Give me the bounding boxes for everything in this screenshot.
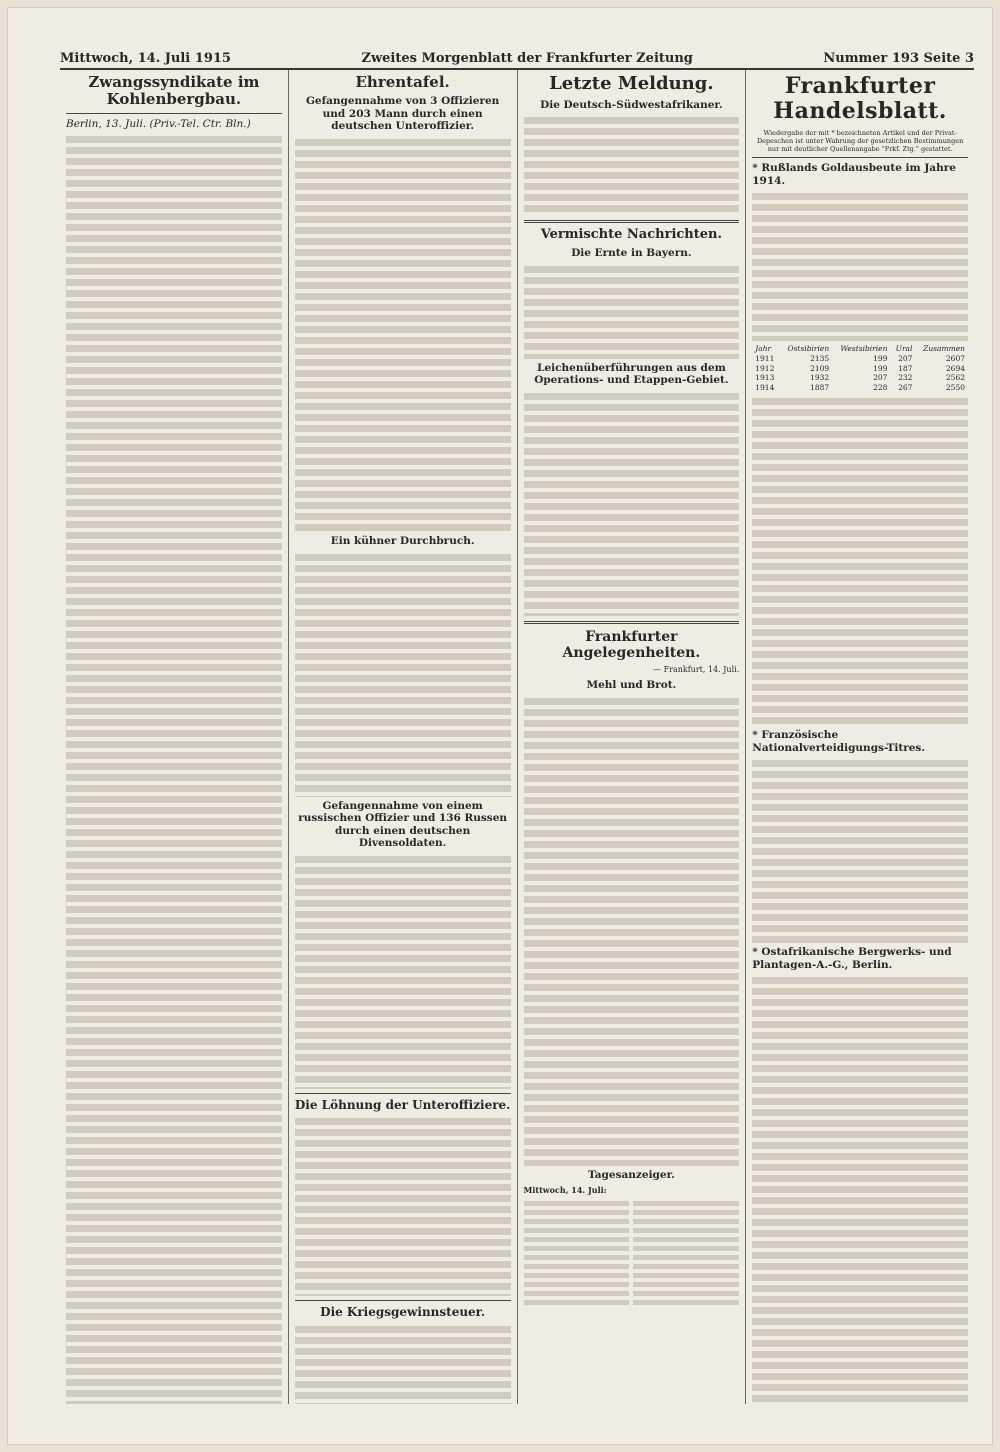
column-4 bbox=[746, 70, 974, 1404]
text-block bbox=[524, 264, 740, 359]
text-block bbox=[295, 854, 511, 1089]
table-cell: 1913 bbox=[755, 373, 775, 383]
listing-right bbox=[633, 1199, 739, 1309]
subhead-ernte: Die Ernte in Bayern. bbox=[571, 247, 692, 260]
reprint-note: Wiedergabe der mit * bezeichneten Artikel und der Privat-Depeschen ist unter Wahrung der gesetzlichen Bestimmungen nur mit deutlicher Quellenangabe "Frkf. Ztg." gestattet. bbox=[756, 128, 964, 153]
newspaper-page bbox=[8, 8, 992, 1444]
headline-ehrentafel: Ehrentafel. bbox=[355, 73, 450, 91]
table-header: Ural bbox=[895, 344, 913, 354]
headline-zwangssyndikate: Zwangssyndikate im Kohlenbergbau. bbox=[88, 73, 260, 109]
table-row bbox=[752, 373, 968, 383]
table-cell: 1912 bbox=[755, 363, 775, 373]
table-cell: 2562 bbox=[945, 373, 965, 383]
columns bbox=[60, 70, 974, 1404]
article-body bbox=[66, 134, 282, 1404]
table-cell: 187 bbox=[898, 363, 913, 373]
text-block bbox=[752, 191, 968, 341]
text-block bbox=[524, 391, 740, 616]
divider bbox=[524, 621, 740, 624]
table-header: Ostsibirien bbox=[787, 344, 830, 354]
table-row bbox=[752, 364, 968, 374]
divider bbox=[66, 113, 282, 114]
table-cell: 199 bbox=[873, 363, 888, 373]
divider bbox=[295, 1300, 511, 1301]
column-2 bbox=[289, 70, 518, 1404]
item-goldausbeute: * Rußlands Goldausbeute im Jahre 1914. bbox=[752, 161, 956, 187]
table-cell: 1911 bbox=[755, 353, 775, 363]
text-block bbox=[752, 758, 968, 943]
divider bbox=[524, 220, 740, 223]
table-row bbox=[752, 383, 968, 393]
subhead-suedwestafrikaner: Die Deutsch-Südwestafrikaner. bbox=[540, 98, 723, 111]
table-cell: 199 bbox=[873, 353, 888, 363]
column-3 bbox=[518, 70, 747, 1404]
text-block bbox=[524, 696, 740, 1166]
item-nationalverteidigung: * Französische Nationalverteidigungs-Titres. bbox=[752, 728, 925, 754]
header-date: Mittwoch, 14. Juli 1915 bbox=[60, 51, 231, 66]
headline-vermischte: Vermischte Nachrichten. bbox=[540, 227, 723, 243]
text-block bbox=[66, 134, 282, 1404]
subhead-kriegsgewinnsteuer: Die Kriegsgewinnsteuer. bbox=[320, 1305, 486, 1320]
gold-table bbox=[752, 344, 968, 393]
table-cell: 2694 bbox=[945, 363, 965, 373]
table-header-row bbox=[752, 344, 968, 354]
table-cell: 2607 bbox=[945, 353, 965, 363]
table-cell: 2550 bbox=[945, 383, 965, 393]
table-header: Westsibirien bbox=[840, 344, 888, 354]
text-block bbox=[752, 975, 968, 1404]
table-cell: 2109 bbox=[810, 363, 830, 373]
table-cell: 1932 bbox=[810, 373, 830, 383]
headline-handelsblatt: Frankfurter Handelsblatt. bbox=[773, 73, 947, 125]
text-block bbox=[295, 1324, 511, 1404]
column-1 bbox=[60, 70, 289, 1404]
table-row bbox=[752, 354, 968, 364]
listing-left bbox=[524, 1199, 630, 1309]
text-block bbox=[524, 115, 740, 215]
text-block bbox=[295, 1116, 511, 1296]
table-cell: 1914 bbox=[755, 383, 775, 393]
table-cell: 207 bbox=[873, 373, 888, 383]
page-header bbox=[60, 44, 974, 70]
table-cell: 232 bbox=[898, 373, 913, 383]
subhead-tagesanzeiger: Tagesanzeiger. bbox=[587, 1168, 675, 1181]
dateline: Berlin, 13. Juli. (Priv.-Tel. Ctr. Bln.) bbox=[66, 117, 251, 130]
tagesanzeiger-listing bbox=[524, 1199, 740, 1309]
text-block bbox=[752, 396, 968, 726]
text-block bbox=[295, 137, 511, 532]
table-header: Jahr bbox=[755, 344, 772, 354]
table-cell: 207 bbox=[898, 353, 913, 363]
tage-date: Mittwoch, 14. Juli: bbox=[523, 1185, 607, 1196]
table-cell: 267 bbox=[898, 383, 913, 393]
header-issue: Nummer 193 Seite 3 bbox=[823, 51, 974, 66]
table-cell: 228 bbox=[873, 383, 888, 393]
table-cell: 2135 bbox=[810, 353, 830, 363]
subhead-gefangennahme: Gefangennahme von 3 Offizieren und 203 Mann durch einen deutschen Unteroffizier. bbox=[305, 95, 500, 133]
subhead-russen: Gefangennahme von einem russischen Offizier und 136 Russen durch einen deutschen Divensoldaten. bbox=[298, 799, 508, 850]
text-block bbox=[295, 552, 511, 797]
divider bbox=[295, 1093, 511, 1094]
subhead-loehnung: Die Löhnung der Unteroffiziere. bbox=[294, 1098, 511, 1112]
subhead-mehl-brot: Mehl und Brot. bbox=[586, 679, 677, 692]
header-paper-name: Zweites Morgenblatt der Frankfurter Zeitung bbox=[361, 51, 693, 66]
subhead-leichen: Leichenüberführungen aus dem Operations- und Etappen-Gebiet. bbox=[534, 361, 729, 387]
item-ostafrikanische: * Ostafrikanische Bergwerks- und Plantagen-A.-G., Berlin. bbox=[752, 946, 952, 971]
headline-letzte-meldung: Letzte Meldung. bbox=[549, 73, 714, 94]
headline-angelegenheiten: Frankfurter Angelegenheiten. bbox=[562, 629, 701, 662]
divider bbox=[752, 157, 968, 158]
table-header: Zusammen bbox=[923, 344, 965, 354]
subhead-durchbruch: Ein kühner Durchbruch. bbox=[330, 535, 475, 548]
dateline: — Frankfurt, 14. Juli. bbox=[653, 665, 740, 675]
table-cell: 1887 bbox=[810, 383, 830, 393]
